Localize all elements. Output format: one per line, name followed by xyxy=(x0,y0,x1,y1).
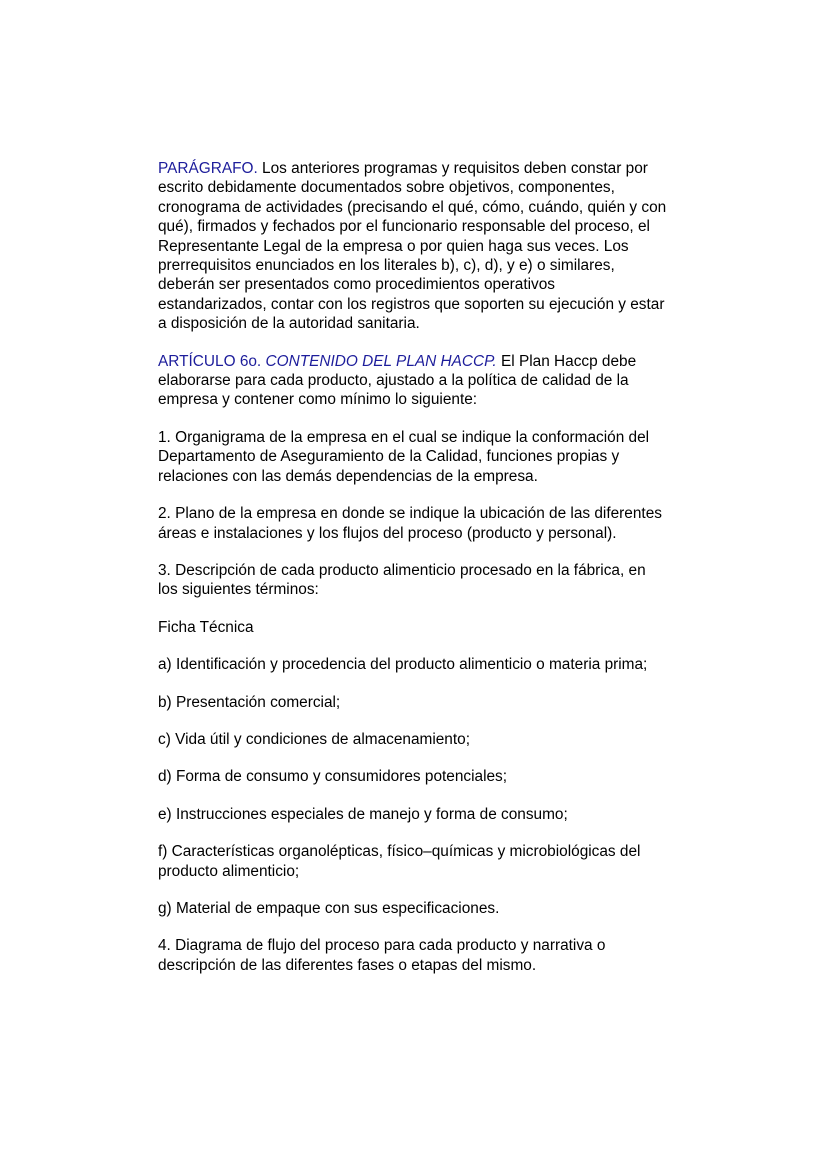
articulo-paragraph xyxy=(158,352,718,410)
document-page xyxy=(158,159,718,993)
list-item-b: b) Presentación comercial; xyxy=(158,693,341,711)
paragrafo-paragraph xyxy=(158,159,718,334)
articulo-title: CONTENIDO DEL PLAN HACCP. xyxy=(265,352,497,370)
list-item-d: d) Forma de consumo y consumidores potenciales; xyxy=(158,768,508,786)
list-item-e: e) Instrucciones especiales de manejo y forma de consumo; xyxy=(158,805,568,823)
articulo-label: ARTÍCULO 6o. xyxy=(158,352,262,370)
list-item-1: 1. Organigrama de la empresa en el cual se indique la conformación del Departamento de Aseguramiento de la Calidad, funciones propias y relaciones con las demás dependencias de la empresa. xyxy=(158,428,650,485)
ficha-tecnica-heading: Ficha Técnica xyxy=(158,618,254,636)
list-item-2: 2. Plano de la empresa en donde se indique la ubicación de las diferentes áreas e instalaciones y los flujos del proceso (producto y personal). xyxy=(158,505,662,542)
list-item-3: 3. Descripción de cada producto alimenticio procesado en la fábrica, en los siguientes términos: xyxy=(158,561,646,599)
paragrafo-text: Los anteriores programas y requisitos deben constar por escrito debidamente documentados sobre objetivos, componentes, cronograma de actividades (precisando el qué, cómo, cuándo, quién y con qué), firmados y fechados por el funcionario responsable del proceso, el Representante Legal de la empresa o por quien haga sus veces. Los prerrequisitos enunciados en los literales b), c), d), y e) o similares, deberán ser presentados como procedimientos operativos estandarizados, contar con los registros que soporten su ejecución y estar a disposición de la autoridad sanitaria. xyxy=(158,160,667,333)
list-item-g: g) Material de empaque con sus especificaciones. xyxy=(158,899,500,917)
list-item-f: f) Características organolépticas, físico–químicas y microbiológicas del producto alimenticio; xyxy=(158,843,641,880)
articulo-text: El Plan Haccp debe elaborarse para cada producto, ajustado a la política de calidad de la empresa y contener como mínimo lo siguiente: xyxy=(158,352,637,409)
paragrafo-label: PARÁGRAFO. xyxy=(158,160,258,177)
list-item-c: c) Vida útil y condiciones de almacenamiento; xyxy=(158,730,470,748)
list-item-4: 4. Diagrama de flujo del proceso para cada producto y narrativa o descripción de las diferentes fases o etapas del mismo. xyxy=(158,937,606,974)
list-item-a: a) Identificación y procedencia del producto alimenticio o materia prima; xyxy=(158,656,648,674)
